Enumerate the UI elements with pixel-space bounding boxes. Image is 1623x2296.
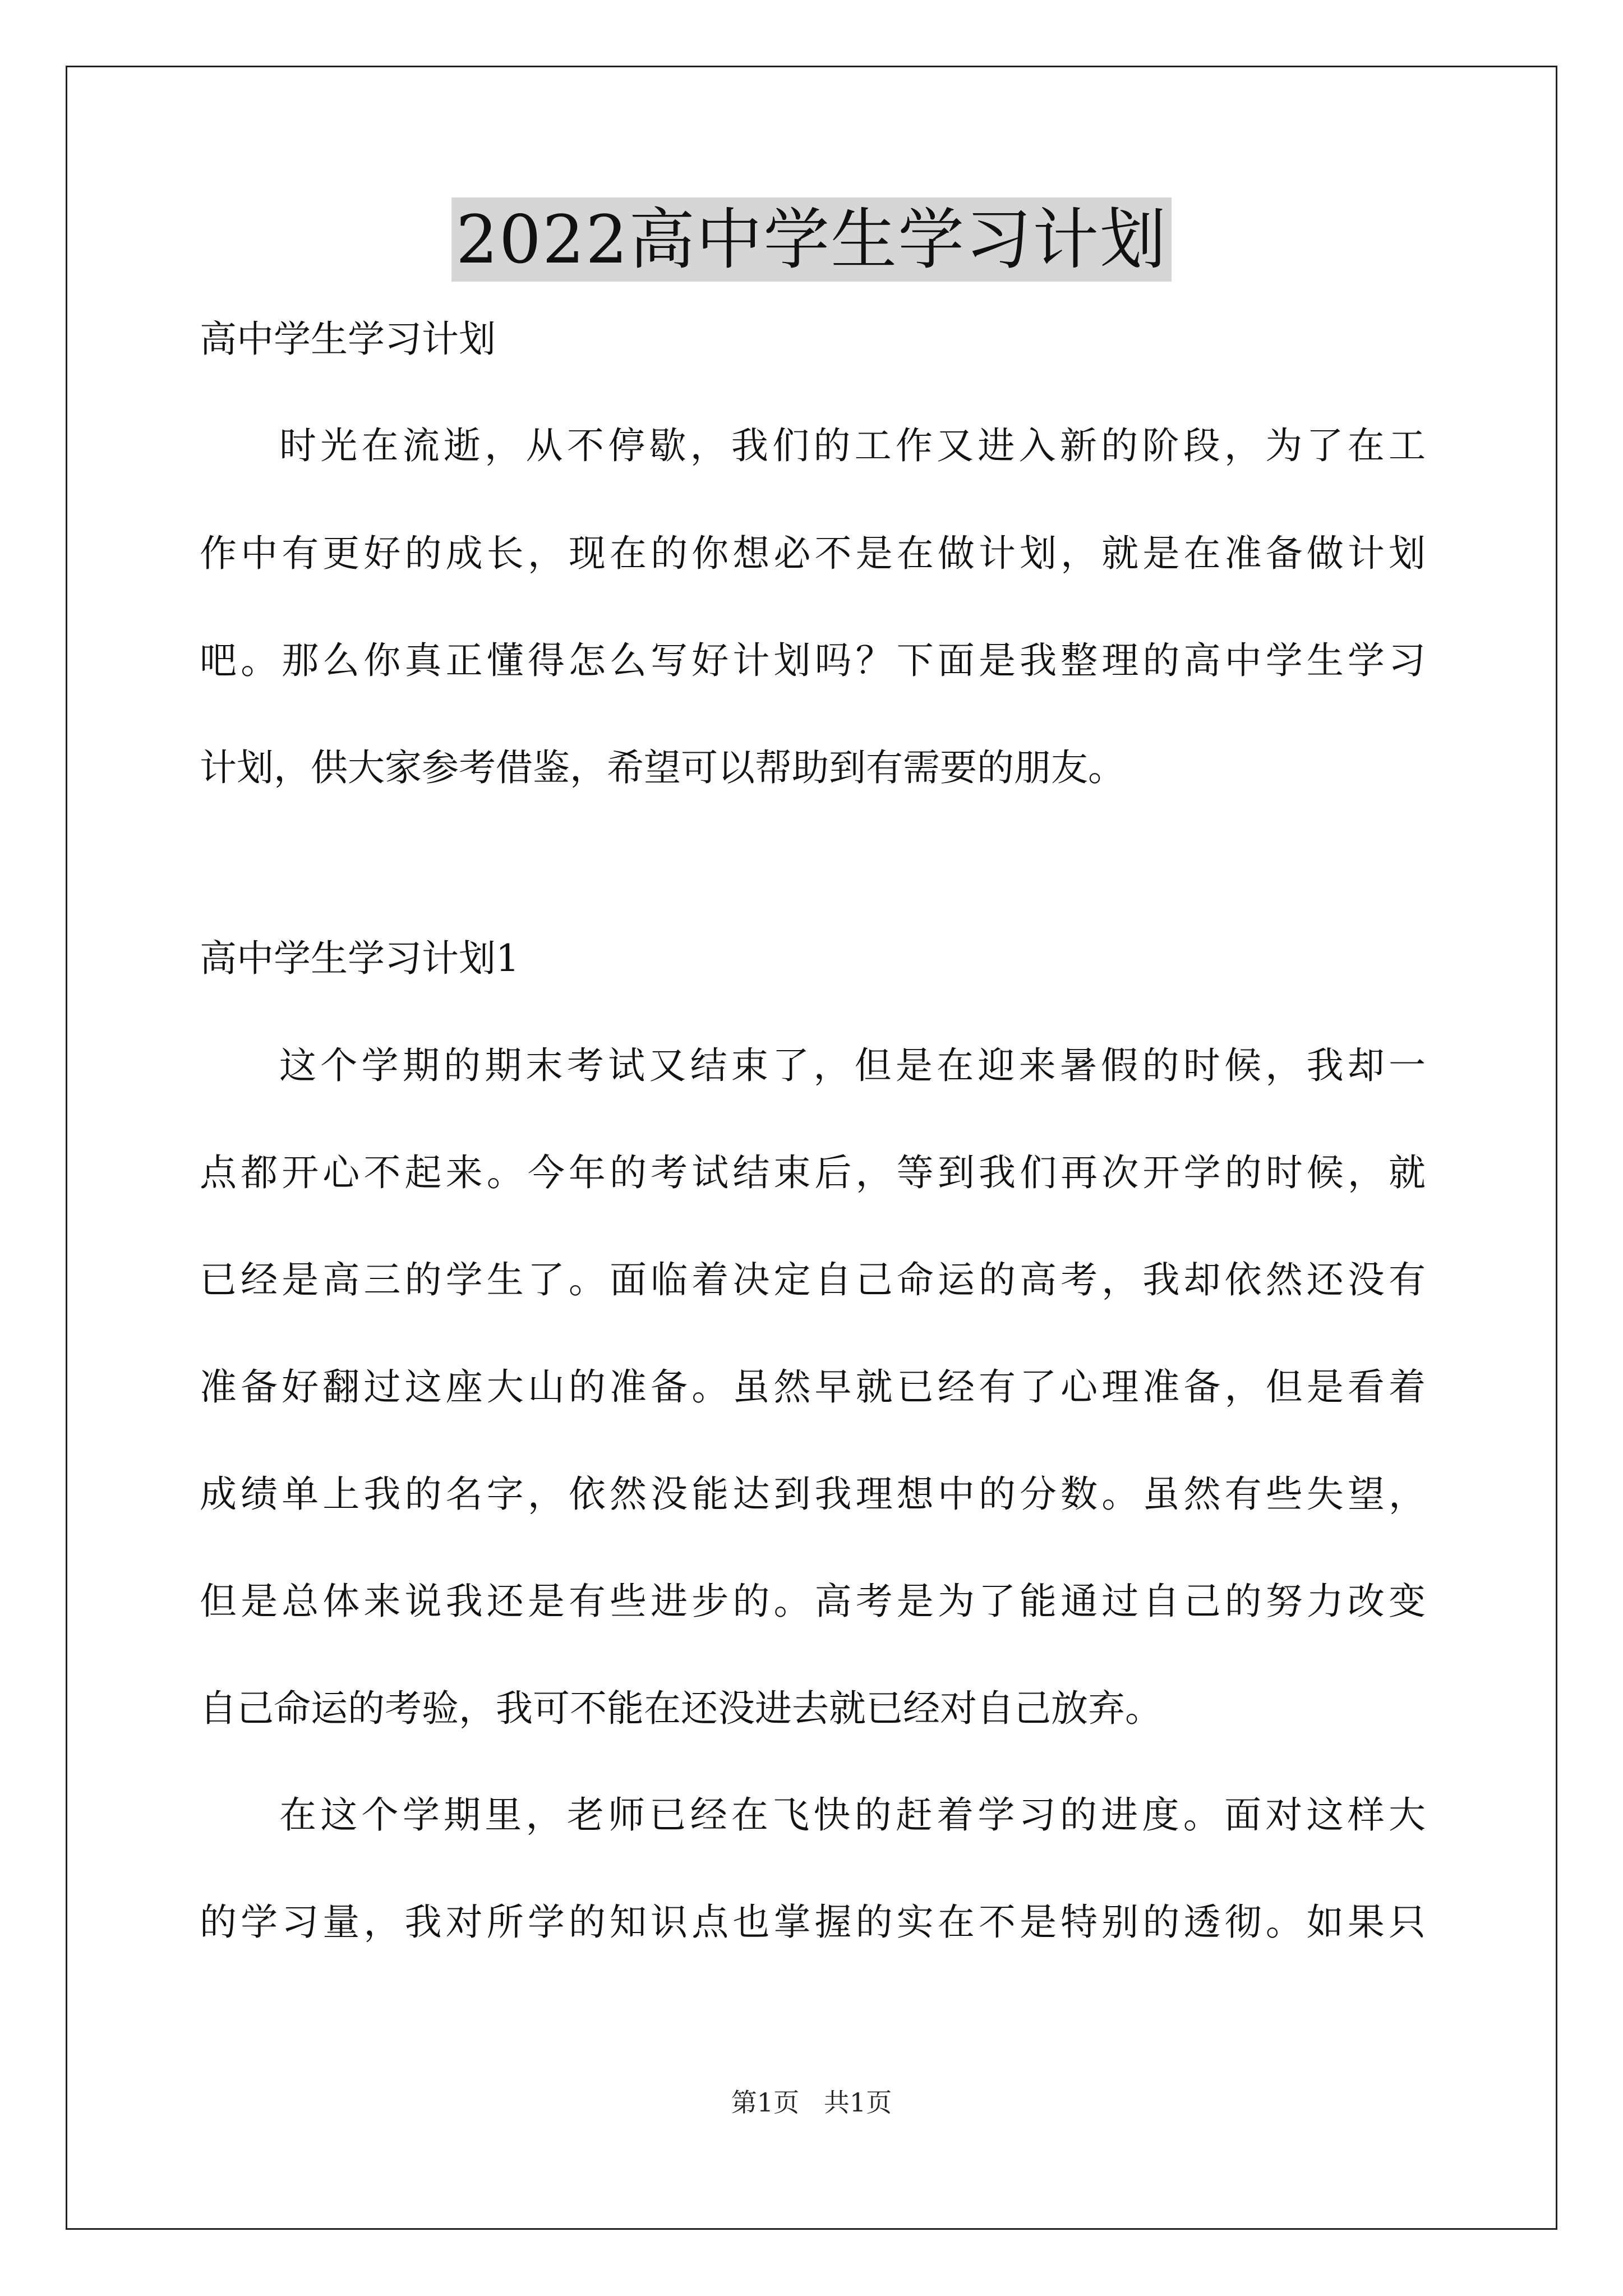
section-heading: 高中学生学习计划1 xyxy=(200,937,519,980)
paragraph-line: 但是总体来说我还是有些进步的。高考是为了能通过自己的努力改变 xyxy=(200,1580,1426,1623)
paragraph-line: 这个学期的期末考试又结束了，但是在迎来暑假的时候，我却一 xyxy=(279,1044,1426,1087)
paragraph-line: 作中有更好的成长，现在的你想必不是在做计划，就是在准备做计划 xyxy=(200,532,1426,575)
paragraph-line: 的学习量，我对所学的知识点也掌握的实在不是特别的透彻。如果只 xyxy=(200,1901,1426,1944)
title-block xyxy=(0,197,1623,282)
paragraph-line: 在这个学期里，老师已经在飞快的赶着学习的进度。面对这样大 xyxy=(279,1793,1426,1837)
paragraph-line: 准备好翻过这座大山的准备。虽然早就已经有了心理准备，但是看着 xyxy=(200,1365,1426,1409)
paragraph-line: 计划，供大家参考借鉴，希望可以帮助到有需要的朋友。 xyxy=(200,746,1125,789)
document-title: 2022高中学生学习计划 xyxy=(451,197,1172,282)
paragraph-line: 已经是高三的学生了。面临着决定自己命运的高考，我却依然还没有 xyxy=(200,1258,1426,1301)
paragraph-line: 点都开心不起来。今年的考试结束后，等到我们再次开学的时候，就 xyxy=(200,1151,1426,1194)
paragraph-line: 吧。那么你真正懂得怎么写好计划吗？下面是我整理的高中学生学习 xyxy=(200,639,1426,682)
paragraph-line: 时光在流逝，从不停歇，我们的工作又进入新的阶段，为了在工 xyxy=(279,424,1426,467)
paragraph-line: 自己命运的考验，我可不能在还没进去就已经对自己放弃。 xyxy=(200,1687,1162,1730)
paragraph-line: 成绩单上我的名字，依然没能达到我理想中的分数。虽然有些失望， xyxy=(200,1473,1426,1516)
page-footer: 第1页 共1页 xyxy=(731,2087,892,2118)
section-heading: 高中学生学习计划 xyxy=(200,318,496,361)
